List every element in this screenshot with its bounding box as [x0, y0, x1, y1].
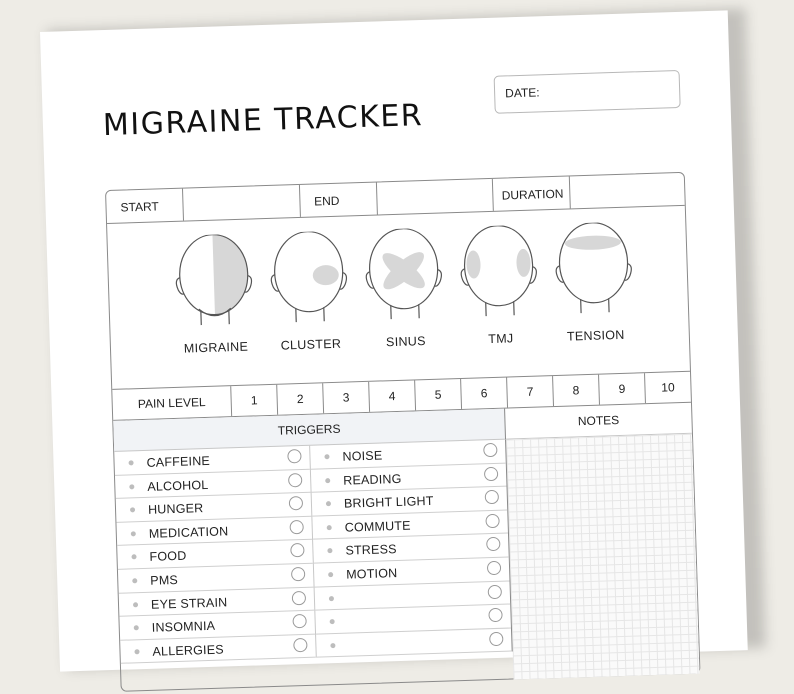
- start-label-cell: [106, 189, 184, 223]
- tracker-sheet: [40, 10, 748, 671]
- checkbox-circle-icon[interactable]: [291, 567, 305, 581]
- pain-level-3[interactable]: 3: [323, 382, 370, 413]
- trigger-label: HUNGER: [147, 501, 204, 518]
- head-label-migraine: MIGRAINE: [183, 339, 249, 356]
- bullet-icon: [130, 507, 135, 512]
- trigger-label: INSOMNIA: [151, 618, 216, 635]
- bullet-icon: [134, 649, 139, 654]
- pain-level-7[interactable]: 7: [507, 376, 554, 407]
- checkbox-circle-icon[interactable]: [293, 638, 307, 652]
- bullet-icon: [327, 548, 332, 553]
- trigger-label: NOISE: [342, 448, 383, 464]
- checkbox-circle-icon[interactable]: [483, 443, 497, 457]
- tension-head-icon: [552, 221, 635, 315]
- duration-label-cell: [493, 176, 571, 210]
- checkbox-circle-icon[interactable]: [485, 514, 499, 528]
- checkbox-circle-icon[interactable]: [485, 490, 499, 504]
- page-title: MIGRAINE TRACKER: [102, 98, 424, 144]
- head-label-cluster: CLUSTER: [280, 336, 342, 353]
- trigger-label: ALCOHOL: [147, 477, 209, 494]
- trigger-label: CAFFEINE: [146, 453, 211, 470]
- start-field[interactable]: [183, 185, 301, 221]
- trigger-item[interactable]: [120, 634, 316, 664]
- end-label-cell: [300, 183, 378, 217]
- tmj-head-icon: [457, 224, 540, 318]
- triggers-left-column: [114, 446, 317, 664]
- trigger-label: ALLERGIES: [152, 642, 224, 659]
- bullet-icon: [134, 625, 139, 630]
- head-label-tmj: TMJ: [488, 331, 514, 347]
- bullet-icon: [132, 578, 137, 583]
- checkbox-circle-icon[interactable]: [488, 584, 502, 598]
- head-tension[interactable]: [547, 221, 641, 344]
- trigger-label: MEDICATION: [148, 524, 229, 541]
- head-sinus[interactable]: [357, 227, 451, 350]
- end-label: END: [313, 193, 340, 209]
- checkbox-circle-icon[interactable]: [488, 608, 502, 622]
- pain-level-10[interactable]: 10: [661, 380, 675, 395]
- head-cluster[interactable]: [262, 230, 356, 353]
- checkbox-circle-icon[interactable]: [292, 614, 306, 628]
- bullet-icon: [326, 501, 331, 506]
- cluster-head-icon: [267, 230, 350, 324]
- triggers-header: TRIGGERS: [113, 409, 506, 452]
- trigger-label: PMS: [150, 572, 179, 588]
- triggers-right-column: [310, 440, 513, 658]
- trigger-label: STRESS: [345, 542, 397, 559]
- trigger-label: READING: [343, 471, 402, 488]
- checkbox-circle-icon[interactable]: [287, 449, 301, 463]
- migraine-head-icon: [172, 233, 255, 327]
- head-label-sinus: SINUS: [385, 334, 426, 350]
- pain-level-label: PAIN LEVEL: [112, 386, 232, 420]
- pain-level-1[interactable]: 1: [231, 385, 278, 416]
- checkbox-circle-icon[interactable]: [289, 520, 303, 534]
- head-migraine[interactable]: [167, 233, 261, 356]
- trigger-label: EYE STRAIN: [150, 594, 228, 612]
- pain-level-6[interactable]: 6: [461, 377, 508, 408]
- bullet-icon: [129, 460, 134, 465]
- pain-level-4[interactable]: 4: [369, 380, 416, 411]
- bullet-icon: [328, 572, 333, 577]
- bullet-icon: [329, 596, 334, 601]
- trigger-item[interactable]: [316, 628, 512, 658]
- bullet-icon: [330, 643, 335, 648]
- bullet-icon: [133, 602, 138, 607]
- start-label: START: [120, 199, 159, 215]
- pain-level-2[interactable]: 2: [277, 383, 324, 414]
- bullet-icon: [129, 484, 134, 489]
- checkbox-circle-icon[interactable]: [487, 561, 501, 575]
- checkbox-circle-icon[interactable]: [289, 496, 303, 510]
- duration-field[interactable]: [570, 173, 685, 209]
- date-field[interactable]: [494, 70, 681, 114]
- head-label-tension: TENSION: [566, 327, 625, 344]
- trigger-label: MOTION: [345, 566, 398, 582]
- checkbox-circle-icon[interactable]: [288, 473, 302, 487]
- tracker-form: [105, 172, 700, 692]
- bullet-icon: [324, 454, 329, 459]
- bullet-icon: [131, 531, 136, 536]
- bullet-icon: [330, 619, 335, 624]
- bullet-icon: [131, 555, 136, 560]
- trigger-label: FOOD: [149, 549, 187, 565]
- pain-level-5[interactable]: 5: [415, 379, 462, 410]
- head-tmj[interactable]: [452, 224, 546, 347]
- checkbox-circle-icon[interactable]: [290, 543, 304, 557]
- duration-label: DURATION: [501, 186, 564, 203]
- end-field[interactable]: [376, 179, 494, 215]
- notes-header: NOTES: [505, 403, 692, 440]
- bullet-icon: [327, 525, 332, 530]
- checkbox-circle-icon[interactable]: [484, 466, 498, 480]
- trigger-label: BRIGHT LIGHT: [343, 494, 434, 511]
- pain-level-8[interactable]: 8: [553, 375, 600, 406]
- sinus-head-icon: [362, 227, 445, 321]
- checkbox-circle-icon[interactable]: [292, 590, 306, 604]
- headache-types-row: [107, 206, 690, 390]
- bullet-icon: [325, 478, 330, 483]
- checkbox-circle-icon[interactable]: [489, 632, 503, 646]
- pain-level-9[interactable]: 9: [599, 373, 646, 404]
- checkbox-circle-icon[interactable]: [486, 537, 500, 551]
- notes-area[interactable]: [506, 434, 699, 680]
- date-label: DATE:: [504, 85, 540, 101]
- trigger-label: COMMUTE: [344, 518, 411, 535]
